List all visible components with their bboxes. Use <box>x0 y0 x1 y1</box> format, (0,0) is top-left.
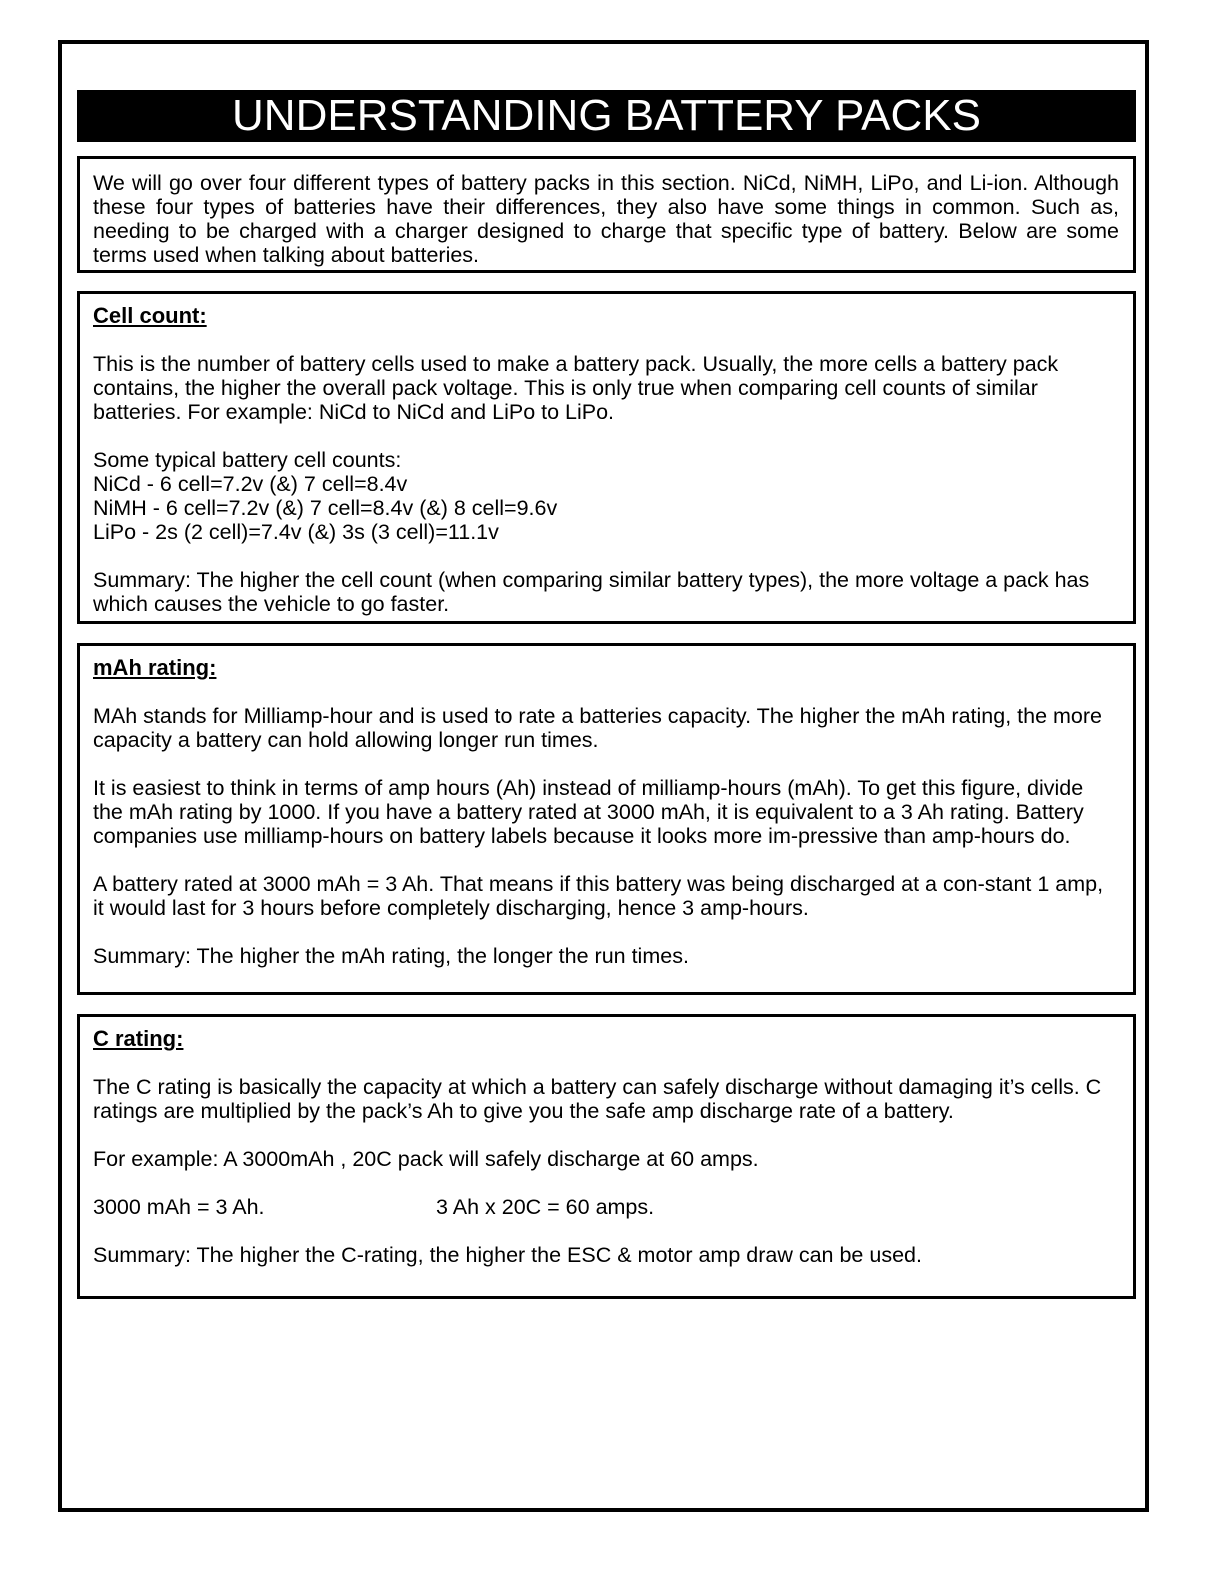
page-title: UNDERSTANDING BATTERY PACKS <box>77 90 1136 142</box>
mah-rating-paragraph-1: MAh stands for Milliamp-hour and is used to rate a batteries capacity. The higher the mAh rating, the more capacity a battery can hold allowing longer run times. <box>93 704 1103 752</box>
c-rating-summary: Summary: The higher the C-rating, the higher the ESC & motor amp draw can be used. <box>93 1243 922 1267</box>
mah-rating-paragraph-2: It is easiest to think in terms of amp hours (Ah) instead of milliamp-hours (mAh). To get this figure, divide the mAh rating by 1000. If you have a battery rated at 3000 mAh, it is equivalent to a 3 Ah rating. Battery companies use milliamp-hours on battery labels because it looks more im-pressive than amp-hours do. <box>93 776 1084 848</box>
c-rating-example: For example: A 3000mAh , 20C pack will safely discharge at 60 amps. <box>93 1147 759 1171</box>
c-rating-section <box>77 1014 1136 1299</box>
mah-rating-paragraph-3: A battery rated at 3000 mAh = 3 Ah. That means if this battery was being discharged at a con-stant 1 amp, it would last for 3 hours before completely discharging, hence 3 amp-hours. <box>93 872 1104 920</box>
mah-rating-section <box>77 643 1136 995</box>
cell-count-list-item-lipo: LiPo - 2s (2 cell)=7.4v (&) 3s (3 cell)=11.1v <box>93 520 499 544</box>
cell-count-summary: Summary: The higher the cell count (when comparing similar battery types), the more voltage a pack has which causes the vehicle to go faster. <box>93 568 1090 616</box>
cell-count-section <box>77 291 1136 624</box>
c-rating-calculation <box>93 1195 1119 1219</box>
mah-rating-heading: mAh rating: <box>93 655 217 680</box>
cell-count-paragraph: This is the number of battery cells used to make a battery pack. Usually, the more cells a battery pack contains, the higher the overall pack voltage. This is only true when comparing cell counts of similar batteries. For example: NiCd to NiCd and LiPo to LiPo. <box>93 352 1059 424</box>
cell-count-list-title: Some typical battery cell counts: <box>93 448 402 472</box>
c-rating-heading: C rating: <box>93 1026 184 1051</box>
intro-box <box>77 156 1136 273</box>
cell-count-list-item-nicd: NiCd - 6 cell=7.2v (&) 7 cell=8.4v <box>93 472 408 496</box>
cell-count-list-item-nimh: NiMH - 6 cell=7.2v (&) 7 cell=8.4v (&) 8 cell=9.6v <box>93 496 558 520</box>
c-rating-calc-left: 3000 mAh = 3 Ah. <box>93 1195 265 1219</box>
intro-text: We will go over four different types of battery packs in this section. NiCd, NiMH, LiPo, and Li-ion. Although these four types of batteries have their differences, they also have some things in common. Such as, needing to be charged with a charger designed to charge that specific type of battery. Below are some terms used when talking about batteries. <box>93 171 1119 267</box>
c-rating-calc-right: 3 Ah x 20C = 60 amps. <box>436 1195 655 1219</box>
c-rating-paragraph: The C rating is basically the capacity at which a battery can safely discharge without damaging it’s cells. C ratings are multiplied by the pack’s Ah to give you the safe amp discharge rate of a battery. <box>93 1075 1102 1123</box>
cell-count-heading: Cell count: <box>93 303 207 328</box>
mah-rating-summary: Summary: The higher the mAh rating, the longer the run times. <box>93 944 689 968</box>
